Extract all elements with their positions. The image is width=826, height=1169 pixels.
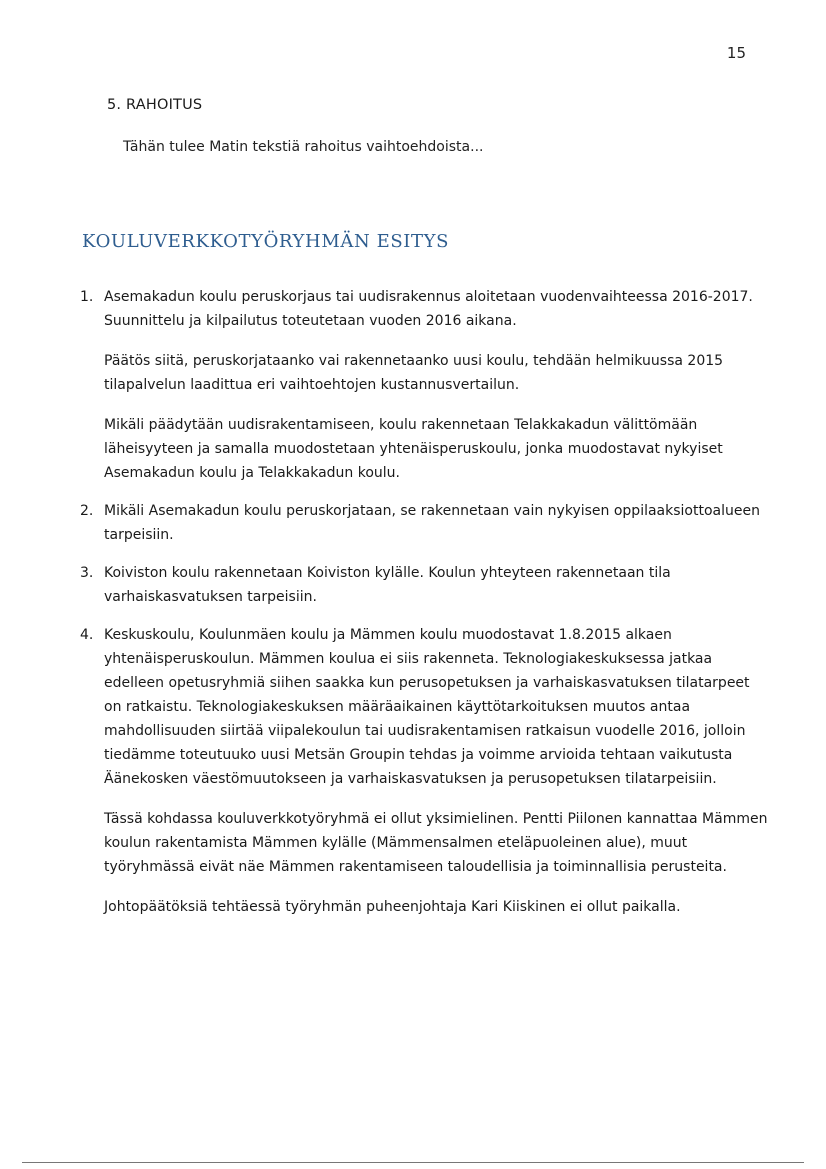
list-item-paragraph: Asemakadun koulu peruskorjaus tai uudisrakennus aloitetaan vuodenvaihteessa 2016-2017. Suunnittelu ja kilpailutus toteutetaan vuoden 2016 aikana. (104, 289, 753, 329)
list-item (80, 285, 770, 485)
list-item-paragraph: Päätös siitä, peruskorjataanko vai rakennetaanko uusi koulu, tehdään helmikuussa 2015 tilapalvelun laadittua eri vaihtoehtojen kustannusvertailun. (104, 353, 724, 393)
list-item-paragraph: Tässä kohdassa kouluverkkotyöryhmä ei ollut yksimielinen. Pentti Piilonen kannattaa Mämmen koulun rakentamista Mämmen kylälle (Mämmensalmen eteläpuoleinen alue), muut työryhmässä eivät näe Mämmen rakentamiseen taloudellisia ja toiminnallisia perusteita. (104, 811, 768, 875)
page-bottom-edge-line (22, 1162, 804, 1163)
page-number: 15 (726, 44, 746, 62)
list-item-number: 2. (80, 503, 94, 519)
main-heading: KOULUVERKKOTYÖRYHMÄN ESITYS (82, 231, 450, 252)
section-body-rahoitus: Tähän tulee Matin tekstiä rahoitus vaihtoehdoista... (123, 139, 484, 155)
list-item-paragraph: Keskuskoulu, Koulunmäen koulu ja Mämmen koulu muodostavat 1.8.2015 alkaen yhtenäisperuskoulun. Mämmen koulua ei siis rakenneta. Teknologiakeskuksessa jatkaa edelleen opetusryhmiä siihen saakka kun perusopetuksen ja varhaiskasvatuksen tilatarpeet on ratkaistu. Teknologiakeskuksen määräaikainen käyttötarkoituksen muutos antaa mahdollisuuden siirtää viipalekoulun tai uudisrakentamisen ratkaisun vuodelle 2016, jolloin tiedämme toteutuuko uusi Metsän Groupin tehdas ja voimme arvioida tehtaan vaikutusta Äänekosken väestömuutokseen ja varhaiskasvatuksen ja perusopetuksen tilatarpeisiin. (104, 627, 750, 787)
proposal-list (80, 285, 770, 919)
list-item-number: 4. (80, 627, 94, 643)
list-item-paragraph: Johtopäätöksiä tehtäessä työryhmän puheenjohtaja Kari Kiiskinen ei ollut paikalla. (104, 899, 681, 915)
list-item-paragraph: Koiviston koulu rakennetaan Koiviston kylälle. Koulun yhteyteen rakennetaan tila varhaiskasvatuksen tarpeisiin. (104, 565, 671, 605)
list-item-paragraph: Mikäli Asemakadun koulu peruskorjataan, se rakennetaan vain nykyisen oppilaaksiottoalueen tarpeisiin. (104, 503, 760, 543)
list-item-paragraph: Mikäli päädytään uudisrakentamiseen, koulu rakennetaan Telakkakadun välittömään läheisyyteen ja samalla muodostetaan yhtenäisperuskoulu, jonka muodostavat nykyiset Asemakadun koulu ja Telakkakadun koulu. (104, 417, 723, 481)
list-item (80, 561, 770, 609)
section-heading-rahoitus: 5. RAHOITUS (107, 97, 203, 113)
list-item (80, 623, 770, 919)
list-item-number: 3. (80, 565, 94, 581)
list-item (80, 499, 770, 547)
list-item-number: 1. (80, 289, 94, 305)
